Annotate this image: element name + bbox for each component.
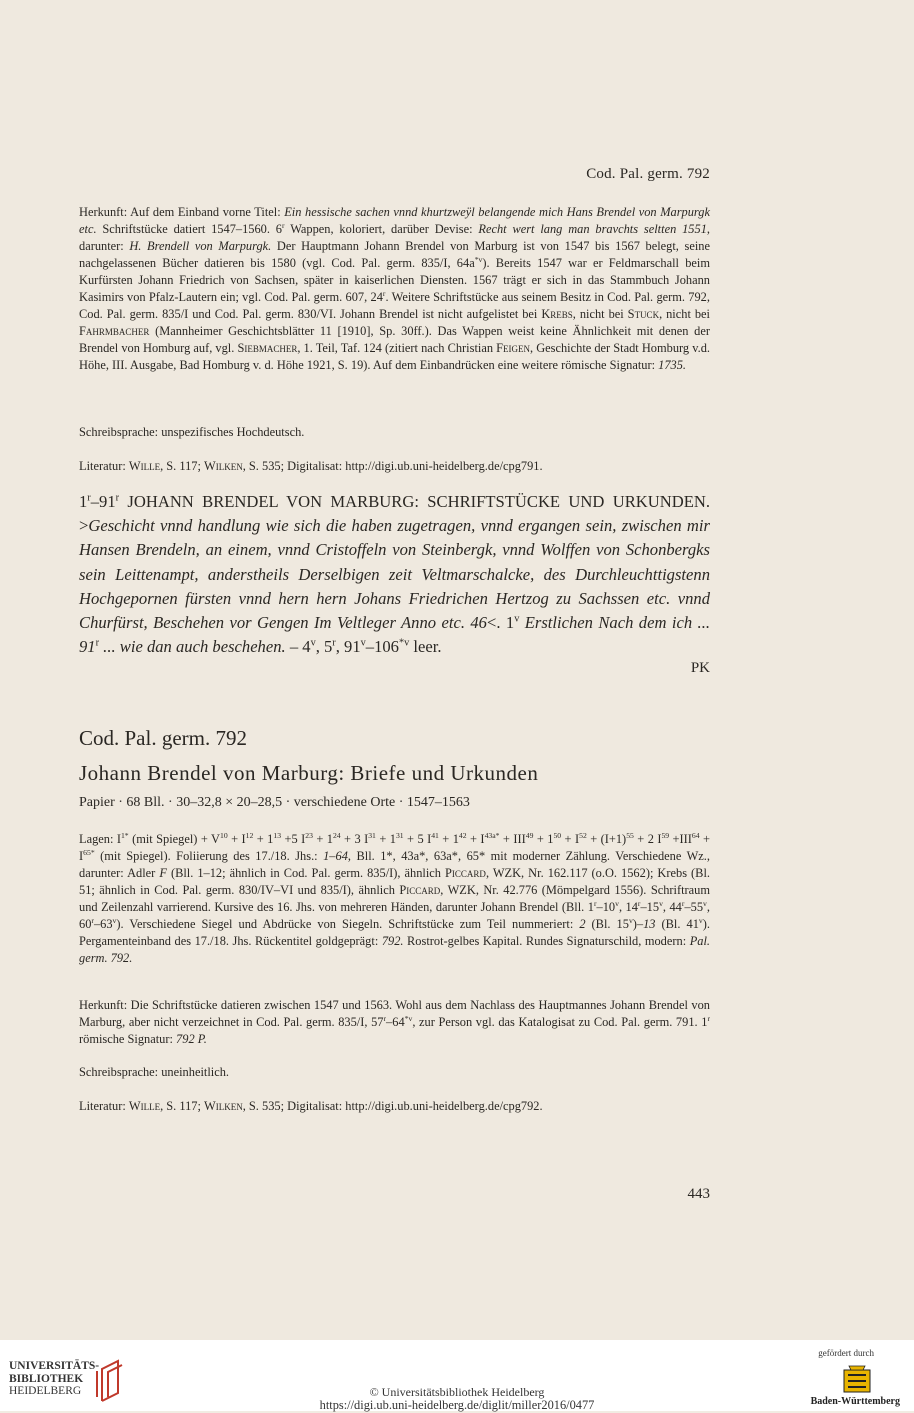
text-run: Erstlichen Nach dem ich ... 91 <box>79 613 710 657</box>
logo-line: UNIVERSITÄTS- <box>9 1360 100 1372</box>
funded-by-label: gefördert durch <box>818 1348 874 1358</box>
signature-heading: Cod. Pal. germ. 792 <box>79 726 247 750</box>
text-run: ). Bereits 1547 war er Feldmarschall beim Kurfürsten Johann Friedrich von Sachsen, später in kaiserlichen Diensten. 1567 trägt er sich in das Stammbuch Johann Kasimirs von Pfalz-Lautern ein; vgl. Cod. Pal. germ. 607, 24 <box>79 256 710 304</box>
text-run: Literatur: <box>79 459 129 473</box>
text-run: *v <box>398 637 410 649</box>
text-run: (Bl. 41 <box>655 917 699 931</box>
text-run: 42 <box>458 830 467 840</box>
text-run: r <box>707 1013 710 1023</box>
text-run: r <box>282 220 285 230</box>
text-run: , WZK, Nr. 42.776 (Mömpelgard 1556). Schriftraum und Zeilenzahl varrierend. Kursive des 16. Jhs. von mehreren Händen, darunter Johann Brendel (Bll. 1 <box>79 883 710 914</box>
text-run: ). Verschiedene Siegel und Abdrücke von Siegeln. Schriftstücke zum Teil nummeriert: <box>116 917 580 931</box>
text-run: )– <box>632 917 644 931</box>
text-run: r <box>332 637 336 649</box>
text-run: r <box>95 637 100 649</box>
text-run: Pal. germ. 792. <box>79 934 710 965</box>
text-run: *v <box>474 254 483 264</box>
herkunft-paragraph <box>79 997 710 1048</box>
text-run: r <box>382 288 386 298</box>
text-run: , Geschichte der Stadt Homburg v.d. Höhe, III. Ausgabe, Bad Homburg v. d. Höhe 1921, S. 19). Auf dem Einbandrücken eine weitere römische Signatur: <box>79 341 710 372</box>
text-run: –64 <box>386 1015 405 1029</box>
text-run: , 44 <box>662 900 682 914</box>
text-run: –15 <box>640 900 660 914</box>
text-run: Fahrmbacher <box>79 324 150 338</box>
text-run: + I <box>227 832 246 846</box>
text-run: Wilken <box>204 459 243 473</box>
permalink[interactable]: https://digi.ub.uni-heidelberg.de/diglit/miller2016/0477 <box>319 1398 595 1412</box>
text-run: Schriftstücke datiert 1547–1560. 6 <box>96 222 283 236</box>
text-run: –63 <box>93 917 113 931</box>
text-run: Recht wert lang man bravchts seltten 1551 <box>478 222 707 236</box>
text-run: Der Hauptmann Johann Brendel von Marburg ist von 1547 bis 1567 belegt, seine nachgelassenen Bücher datieren bis 1580 (vgl. Cod. Pal. germ. 835/I, 64a <box>79 239 710 270</box>
text-run: Herkunft: Auf dem Einband vorne Titel: <box>79 205 285 219</box>
text-run: + III <box>499 832 526 846</box>
text-run: H. Brendell von Marpurgk. <box>129 239 272 253</box>
text-run: 52 <box>579 830 587 840</box>
text-run: Schreibsprache: uneinheitlich. <box>79 1065 230 1079</box>
text-run: (Bl. 15 <box>585 917 629 931</box>
text-run: Siebmacher <box>237 341 298 355</box>
text-run: , S. 117; <box>160 1099 205 1113</box>
text-run: Rostrot-gelbes Kapital. Rundes Signaturschild, modern: <box>403 934 690 948</box>
text-run: , 91 <box>335 637 361 657</box>
text-run: JOHANN BRENDEL VON MARBURG: SCHRIFTSTÜCKE UND URKUNDEN. > <box>79 492 710 536</box>
text-run: , nicht bei <box>572 307 628 321</box>
text-run: 65* <box>83 847 95 857</box>
text-run: –91 <box>90 492 116 511</box>
text-run: 13 <box>273 830 282 840</box>
text-run: römische Signatur: <box>79 1032 177 1046</box>
text-run: 1 <box>79 492 88 511</box>
text-run: , S. 117; <box>160 459 205 473</box>
text-run: v <box>615 898 619 908</box>
text-run: *v <box>404 1013 413 1023</box>
text-run: Piccard <box>445 866 486 880</box>
text-run: 10 <box>220 830 228 840</box>
text-run: 23 <box>305 830 313 840</box>
text-run: 49 <box>525 830 534 840</box>
copyright: © Universitätsbibliothek Heidelberg <box>369 1385 545 1399</box>
text-run: (mit Spiegel). Foliierung des 17./18. Jhs.: <box>94 849 324 863</box>
text-run: leer. <box>409 637 442 657</box>
text-run: v <box>310 637 316 649</box>
text-run: Ein hessische sachen vnnd khurtzweÿl belangende mich Hans Brendel von Marpurgk etc. <box>79 205 710 236</box>
text-run: +5 I <box>281 832 306 846</box>
text-run: , zur Person vgl. das Katalogisat zu Cod. Pal. germ. 791. 1 <box>412 1015 708 1029</box>
text-run: (mit Spiegel) + V <box>128 832 221 846</box>
text-run: . Weitere Schriftstücke aus seinem Besitz in Cod. Pal. germ. 792, Cod. Pal. germ. 835/I und Cod. Pal. germ. 830/VI. Johann Brendel ist nicht aufgelistet bei <box>79 290 710 321</box>
logo-line: HEIDELBERG <box>9 1385 82 1397</box>
text-run: + 1 <box>312 832 333 846</box>
text-run: v <box>698 915 703 925</box>
prev-herkunft <box>79 204 710 374</box>
text-run: 31 <box>395 830 404 840</box>
text-run: Feigen <box>496 341 531 355</box>
text-run: + I <box>561 832 580 846</box>
text-run: v <box>112 915 117 925</box>
text-run: Wappen, koloriert, darüber Devise: <box>284 222 479 236</box>
text-run: 792 P. <box>176 1032 207 1046</box>
text-run: 1735. <box>658 358 687 372</box>
text-run: , S. 535; Digitalisat: http://digi.ub.uni-heidelberg.de/cpg792. <box>242 1099 543 1113</box>
text-run: (Mannheimer Geschichtsblätter 11 [1910], Sp. 30ff.). Das Wappen weist keine Ähnlichkeit mit denen der Brendel von Homburg auf, vgl. <box>79 324 710 355</box>
page-title: Johann Brendel von Marburg: Briefe und Urkunden <box>79 761 539 785</box>
text-run: 55 <box>626 830 634 840</box>
text-run: 12 <box>245 830 254 840</box>
lagen-paragraph <box>79 831 710 967</box>
text-run: 792. <box>381 934 404 948</box>
text-run: r <box>681 898 685 908</box>
prev-schreibsprache <box>79 424 710 441</box>
text-run: v <box>703 898 707 908</box>
text-run: 59 <box>661 830 670 840</box>
text-run: 31 <box>368 830 376 840</box>
text-run: –106 <box>365 637 399 657</box>
text-run: + I <box>466 832 485 846</box>
text-run: + 2 I <box>633 832 662 846</box>
text-run: –55 <box>684 900 704 914</box>
text-run: + 1 <box>375 832 396 846</box>
text-run: + (I+1) <box>586 832 627 846</box>
text-run: Stuck <box>627 307 660 321</box>
text-run: Piccard <box>399 883 441 897</box>
running-head: Cod. Pal. germ. 792 <box>586 166 710 182</box>
text-run: , 14 <box>618 900 638 914</box>
physical-description: Papier · 68 Bll. · 30–32,8 × 20–28,5 · verschiedene Orte · 1547–1563 <box>79 795 470 810</box>
text-run: , S. 535; Digitalisat: http://digi.ub.uni-heidelberg.de/cpg791. <box>242 459 543 473</box>
text-run: Wilken <box>204 1099 243 1113</box>
text-run: ). Pergamenteinband des 17./18. Jhs. Rückentitel goldgeprägt: <box>79 917 710 948</box>
text-run: , Bll. 1*, 43a*, 63a*, 65* mit moderner Zählung. Verschiedene Wz., darunter: Adler <box>79 849 711 880</box>
text-run: Geschicht vnnd handlung wie sich die haben zugetragen, vnnd ergangen sein, zwischen mir Hansen Brendeln, an einem, vnnd Cristoffeln von Steinbergk, vnnd Wolffen von Schonbergks sein Leittenampt, anderstheils Derselbigen zeit Veltmarschalcke, des Durchleuchttigstenn Hochgepornen fürsten vnnd hern hern Johans Friedrichen Hertzog zu Sachssen etc. vnnd Churfürst, Beschehen vor Gengen Im Veltleger Anno etc. 46 <box>79 516 710 633</box>
text-run: + 1 <box>253 832 274 846</box>
text-run: , darunter: <box>79 222 711 253</box>
text-run: F <box>159 866 167 880</box>
text-run: + 5 I <box>403 832 432 846</box>
text-run: Herkunft: Die Schriftstücke datieren zwischen 1547 und 1563. Wohl aus dem Nachlass des Hauptmannes Johann Brendel von Marburg, aber nicht verzeichnet in Cod. Pal. germ. 835/I, 57 <box>79 998 710 1029</box>
text-run: r <box>87 492 91 504</box>
text-run: 64 <box>691 830 700 840</box>
text-run: v <box>659 898 663 908</box>
text-run: + 1 <box>438 832 459 846</box>
text-run: 41 <box>431 830 439 840</box>
text-run: 24 <box>332 830 341 840</box>
logo-line: BIBLIOTHEK <box>9 1372 84 1385</box>
entry-author: PK <box>690 660 710 676</box>
text-run: , nicht bei <box>659 307 710 321</box>
text-run: v <box>628 915 633 925</box>
state-crest-icon <box>842 1362 872 1394</box>
content-entry <box>79 490 710 659</box>
text-run: , 60 <box>79 900 710 931</box>
text-run: r <box>637 898 641 908</box>
text-run: 13 <box>643 917 656 931</box>
text-run: Schreibsprache: unspezifisches Hochdeutsch. <box>79 425 305 439</box>
text-run: Wille <box>128 1099 161 1113</box>
text-run: 1–64 <box>323 849 348 863</box>
text-run: Krebs <box>541 307 573 321</box>
text-run: ... wie dan auch beschehen. <box>99 637 286 657</box>
text-run: 43a* <box>484 830 500 840</box>
text-run: 50 <box>553 830 562 840</box>
text-run: , 1. Teil, Taf. 124 (zitiert nach Christian <box>297 341 497 355</box>
text-run: + 3 I <box>340 832 369 846</box>
text-run: v <box>360 637 366 649</box>
page-number: 443 <box>687 1186 710 1202</box>
text-run: , WZK, Nr. 162.117 (o.O. 1562); Krebs (Bl. 51; ähnlich in Cod. Pal. germ. 830/IV–VI und 835/I), ähnlich <box>79 866 710 897</box>
text-run: <. 1 <box>486 613 515 633</box>
text-run: , 5 <box>315 637 333 657</box>
text-run: –10 <box>596 900 616 914</box>
prev-literatur <box>79 458 710 475</box>
text-run: 1* <box>120 830 129 840</box>
text-run: +III <box>669 832 692 846</box>
text-run: + I <box>79 832 711 863</box>
text-run: r <box>91 915 94 925</box>
text-run: Lagen: I <box>79 832 121 846</box>
text-run: v <box>514 613 520 625</box>
literatur-paragraph <box>79 1098 710 1115</box>
text-run: r <box>115 492 120 504</box>
text-run: r <box>593 898 597 908</box>
schreibsprache-paragraph <box>79 1064 710 1081</box>
text-run: – 4 <box>285 637 311 657</box>
text-run: + 1 <box>533 832 554 846</box>
text-run: r <box>383 1013 387 1023</box>
text-run: (Bll. 1–12; ähnlich in Cod. Pal. germ. 835/I), ähnlich <box>166 866 446 880</box>
text-run: 2 <box>579 917 586 931</box>
text-run: Literatur: <box>79 1099 129 1113</box>
funder-name: Baden-Württemberg <box>810 1396 900 1407</box>
text-run: Wille <box>128 459 161 473</box>
